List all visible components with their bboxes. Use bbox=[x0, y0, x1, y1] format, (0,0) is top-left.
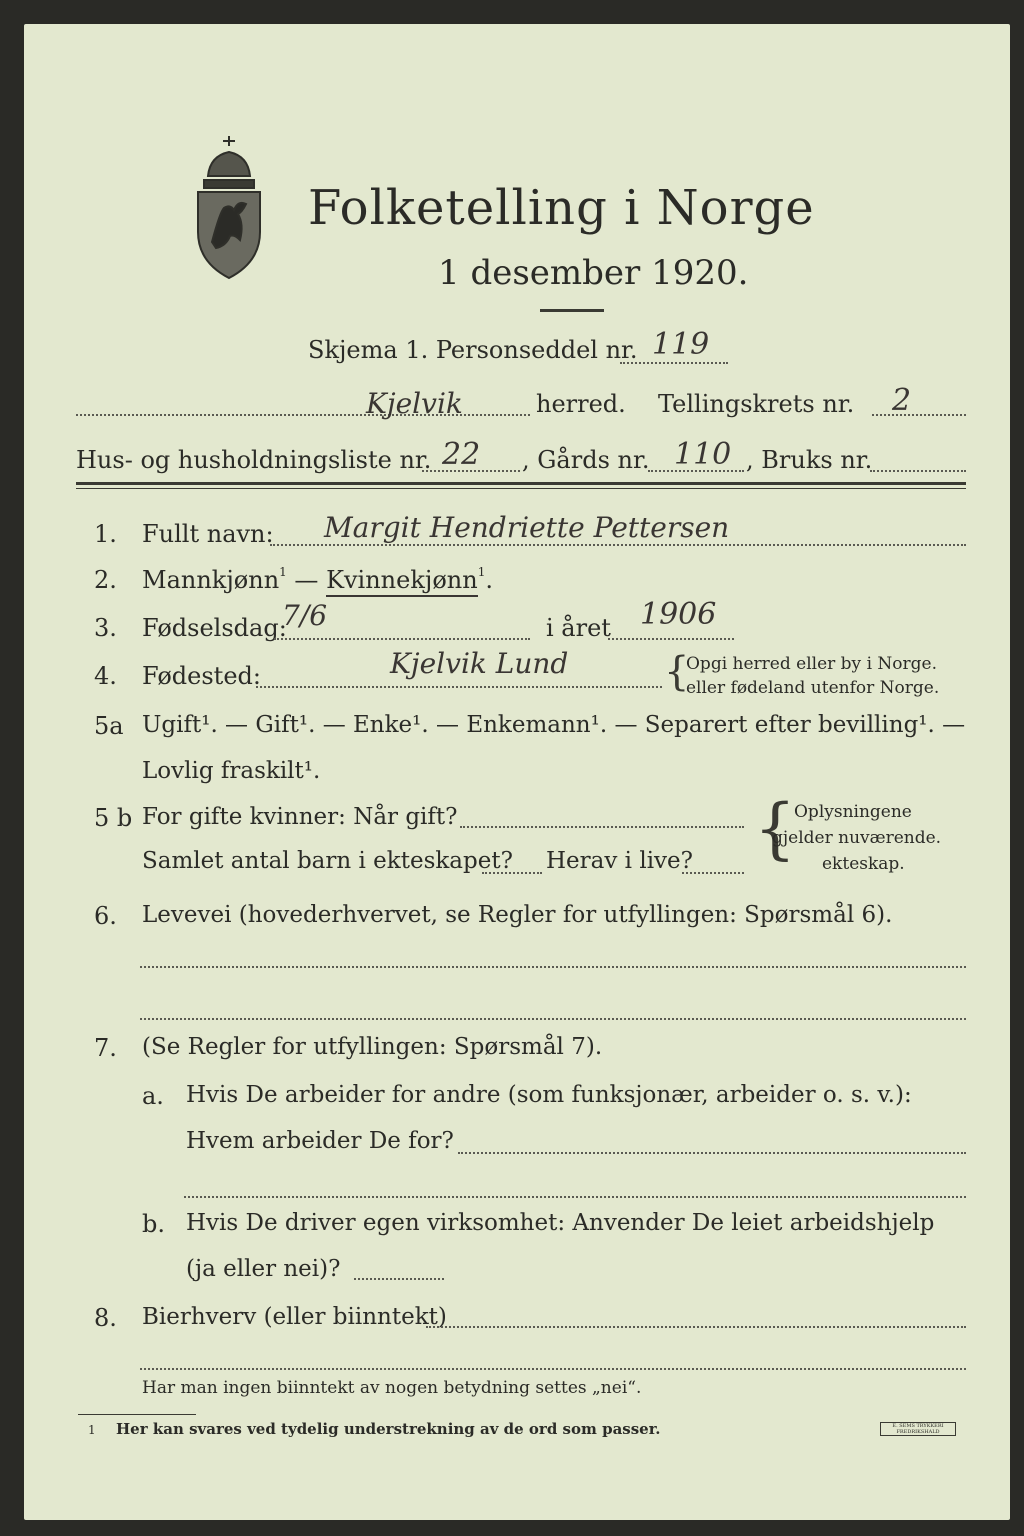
marital-status-divorced[interactable]: Lovlig fraskilt¹. bbox=[142, 758, 321, 784]
q7b-number: b. bbox=[142, 1210, 165, 1238]
gards-number[interactable]: 110 bbox=[674, 437, 732, 472]
q1-line bbox=[270, 544, 966, 546]
header-rule-bottom bbox=[76, 488, 966, 489]
q2-number: 2. bbox=[94, 566, 117, 594]
q6-number: 6. bbox=[94, 902, 117, 930]
q5b-note1: Oplysningene bbox=[794, 802, 912, 822]
q7b-line2: (ja eller nei)? bbox=[186, 1256, 341, 1282]
household-number-line bbox=[422, 470, 520, 472]
q1-label: Fullt navn: bbox=[142, 520, 274, 548]
schema-number-line bbox=[620, 362, 728, 364]
herred-name[interactable]: Kjelvik bbox=[366, 387, 463, 420]
printer-stamp: E. SEMS TRYKKERI FREDRIKSHALD bbox=[880, 1422, 956, 1436]
q4-note-line1: Opgi herred eller by i Norge. bbox=[686, 654, 937, 674]
q5b-note3: ekteskap. bbox=[822, 854, 905, 874]
footer-note: Har man ingen biinntekt av nogen betydning settes „nei“. bbox=[142, 1378, 642, 1398]
q3-number: 3. bbox=[94, 614, 117, 642]
q8-line bbox=[426, 1326, 966, 1328]
tellingskrets-label: Tellingskrets nr. bbox=[658, 390, 855, 418]
q5b-children-label: Samlet antal barn i ekteskapet? bbox=[142, 848, 513, 874]
q3-day-line bbox=[274, 638, 530, 640]
q7b-line bbox=[354, 1278, 444, 1280]
q5b-brace: { bbox=[754, 790, 796, 867]
marital-status-options[interactable]: Ugift¹. — Gift¹. — Enke¹. — Enkemann¹. — Separert efter bevilling¹. — bbox=[142, 712, 966, 738]
herred-label: herred. bbox=[536, 390, 626, 418]
q5b-children-line bbox=[482, 872, 542, 874]
q5a-number: 5a bbox=[94, 712, 124, 740]
bruks-number-line bbox=[870, 470, 966, 472]
q4-brace: { bbox=[664, 649, 690, 695]
q3-label: Fødselsdag: bbox=[142, 614, 287, 642]
birth-day[interactable]: 7/6 bbox=[282, 599, 328, 632]
q7-label: (Se Regler for utfyllingen: Spørsmål 7). bbox=[142, 1034, 603, 1060]
footnote-number: 1 bbox=[88, 1423, 96, 1437]
q5b-married-label: For gifte kvinner: Når gift? bbox=[142, 804, 458, 830]
q4-note-line2: eller fødeland utenfor Norge. bbox=[686, 678, 940, 698]
q6-line-1 bbox=[140, 966, 966, 968]
coat-of-arms-icon bbox=[190, 132, 268, 282]
year-label: i året bbox=[546, 614, 611, 642]
q7-number: 7. bbox=[94, 1034, 117, 1062]
sex-male-option[interactable]: Mannkjønn bbox=[142, 566, 280, 594]
q4-line bbox=[256, 686, 662, 688]
birth-year[interactable]: 1906 bbox=[640, 597, 717, 632]
q5b-note2: gjelder nuværende. bbox=[772, 828, 942, 848]
sex-female-option[interactable]: Kvinnekjønn bbox=[326, 566, 478, 597]
q6-line-2 bbox=[140, 1018, 966, 1020]
q4-number: 4. bbox=[94, 662, 117, 690]
q5b-number: 5 b bbox=[94, 804, 133, 832]
q5b-married-line bbox=[460, 826, 744, 828]
tellingskrets-line bbox=[872, 414, 966, 416]
q7a-line2: Hvem arbeider De for? bbox=[186, 1128, 454, 1154]
q8-label: Bierhverv (eller biinntekt) bbox=[142, 1304, 447, 1330]
title-divider bbox=[540, 309, 604, 312]
footnote-text: Her kan svares ved tydelig understrekning av de ord som passer. bbox=[116, 1420, 661, 1438]
q2-options: Mannkjønn$^1$ — Kvinnekjønn$^1$. bbox=[142, 568, 493, 592]
form-title: Folketelling i Norge bbox=[308, 180, 815, 236]
full-name[interactable]: Margit Hendriette Pettersen bbox=[324, 511, 730, 544]
census-form bbox=[24, 24, 1010, 1520]
header-rule-top bbox=[76, 482, 966, 485]
household-number[interactable]: 22 bbox=[442, 437, 481, 472]
tellingskrets-number[interactable]: 2 bbox=[892, 383, 912, 418]
q5b-alive-line bbox=[682, 872, 744, 874]
q7b-line1: Hvis De driver egen virksomhet: Anvender De leiet arbeidshjelp bbox=[186, 1210, 935, 1236]
q4-label: Fødested: bbox=[142, 662, 261, 690]
birthplace[interactable]: Kjelvik Lund bbox=[390, 647, 569, 680]
footnote-rule bbox=[78, 1414, 196, 1415]
q7a-line1: Hvis De arbeider for andre (som funksjonær, arbeider o. s. v.): bbox=[186, 1082, 912, 1108]
bruks-label: , Bruks nr. bbox=[746, 446, 873, 474]
q1-number: 1. bbox=[94, 520, 117, 548]
census-date: 1 desember 1920. bbox=[438, 253, 749, 293]
q7a-line-2 bbox=[184, 1196, 966, 1198]
schema-number[interactable]: 119 bbox=[652, 327, 710, 362]
q8-number: 8. bbox=[94, 1304, 117, 1332]
sex-options-separator: — bbox=[286, 566, 327, 594]
q7a-number: a. bbox=[142, 1082, 164, 1110]
household-label: Hus- og husholdningsliste nr. bbox=[76, 446, 432, 474]
gards-number-line bbox=[648, 470, 744, 472]
gards-label: , Gårds nr. bbox=[522, 446, 650, 474]
schema-label: Skjema 1. Personseddel nr. bbox=[308, 336, 638, 364]
q5b-alive-label: Herav i live? bbox=[546, 848, 693, 874]
q8-line-2 bbox=[140, 1368, 966, 1370]
q7a-line bbox=[458, 1152, 966, 1154]
q3-year-line bbox=[608, 638, 734, 640]
q6-label: Levevei (hovederhvervet, se Regler for utfyllingen: Spørsmål 6). bbox=[142, 902, 893, 928]
